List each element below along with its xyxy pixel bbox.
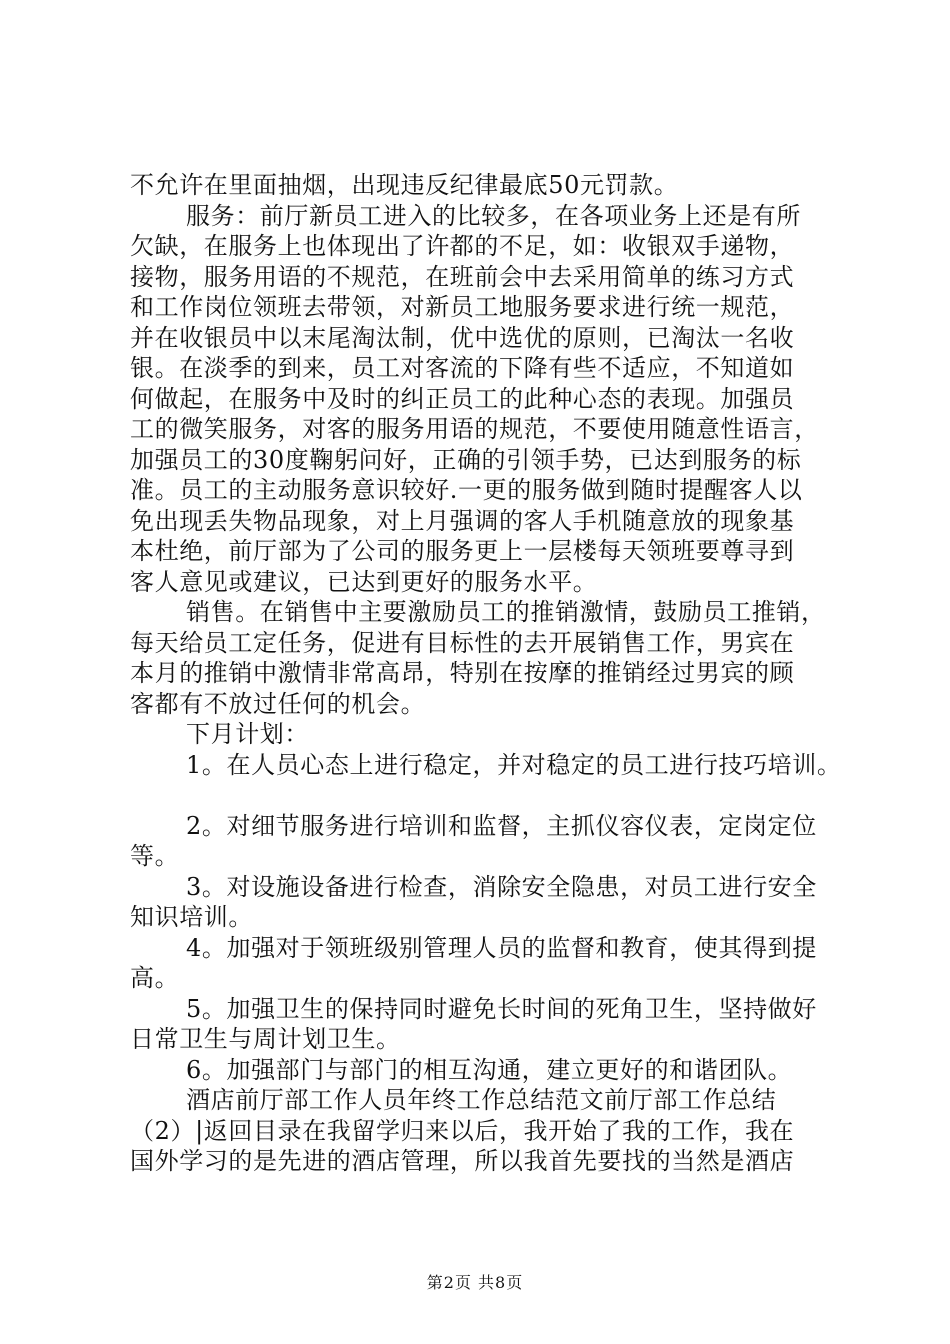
text-line: 1。在人员心态上进行稳定，并对稳定的员工进行技巧培训。 (186, 750, 842, 779)
text-line: 不允许在里面抽烟，出现违反纪律最底50元罚款。 (130, 171, 679, 199)
text-line: 5。加强卫生的保持同时避免长时间的死角卫生，坚持做好 (186, 994, 817, 1023)
text-line: 知识培训。 (130, 903, 253, 931)
text-line: 欠缺，在服务上也体现出了许都的不足，如：收银双手递物， (130, 232, 795, 260)
text-line: 准。员工的主动服务意识较好.一更的服务做到随时提醒客人以 (130, 476, 803, 504)
text-line: 等。 (130, 842, 180, 870)
text-line: 下月计划： (186, 720, 309, 748)
text-line: 日常卫生与周计划卫生。 (130, 1025, 401, 1053)
text-line: 客人意见或建议，已达到更好的服务水平。 (130, 567, 598, 596)
text-line: 6。加强部门与部门的相互沟通，建立更好的和谐团队。 (186, 1055, 793, 1084)
text-line: 何做起，在服务中及时的纠正员工的此种心态的表现。加强员 (130, 384, 795, 413)
text-line: 客都有不放过任何的机会。 (130, 689, 426, 718)
text-line: 加强员工的30度鞠躬问好，正确的引领手势，已达到服务的标 (130, 445, 802, 474)
page-footer: 第2页 共8页 (426, 1273, 524, 1292)
text-line: 接物，服务用语的不规范，在班前会中去采用简单的练习方式 (130, 262, 795, 291)
text-line: 酒店前厅部工作人员年终工作总结范文前厅部工作总结 (186, 1086, 777, 1114)
text-line: 本杜绝，前厅部为了公司的服务更上一层楼每天领班要尊寻到 (130, 537, 795, 565)
text-line: 银。在淡季的到来，员工对客流的下降有些不适应，不知道如 (130, 354, 795, 382)
text-line: 每天给员工定任务，促进有目标性的去开展销售工作，男宾在 (130, 628, 795, 657)
text-line: 和工作岗位领班去带领，对新员工地服务要求进行统一规范， (130, 293, 795, 321)
text-line: 3。对设施设备进行检查，消除安全隐患，对员工进行安全 (186, 872, 817, 901)
text-line: 4。加强对于领班级别管理人员的监督和教育，使其得到提 (186, 933, 817, 962)
text-line: 高。 (130, 964, 180, 992)
text-line: 免出现丢失物品现象，对上月强调的客人手机随意放的现象基 (130, 506, 795, 535)
text-line: 本月的推销中激情非常高昂，特别在按摩的推销经过男宾的顾 (130, 659, 795, 687)
text-line: 销售。在销售中主要激励员工的推销激情，鼓励员工推销， (186, 598, 826, 626)
text-line: 国外学习的是先进的酒店管理，所以我首先要找的当然是酒店 (130, 1147, 795, 1175)
text-line: 并在收银员中以末尾淘汰制，优中选优的原则，已淘汰一名收 (130, 323, 795, 352)
text-line: （2）|返回目录在我留学归来以后，我开始了我的工作，我在 (130, 1116, 795, 1145)
text-line: 服务：前厅新员工进入的比较多，在各项业务上还是有所 (186, 201, 801, 230)
text-line: 工的微笑服务，对客的服务用语的规范，不要使用随意性语言， (130, 415, 819, 443)
text-line: 2。对细节服务进行培训和监督，主抓仪容仪表，定岗定位 (186, 811, 817, 840)
